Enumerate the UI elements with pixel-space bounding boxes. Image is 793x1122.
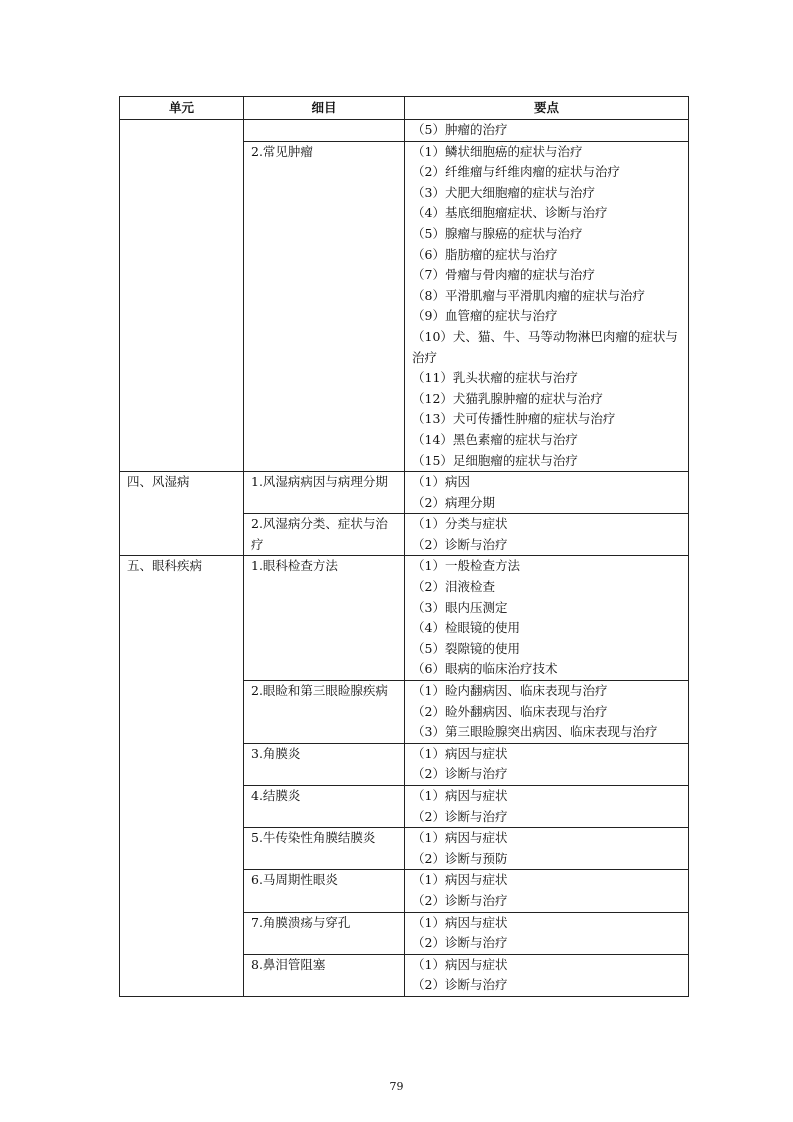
header-detail: 细目 [244,97,405,120]
table-header [120,97,689,120]
detail-cell [244,120,405,142]
point-item: （2）诊断与治疗 [412,766,508,782]
detail-cell: 7.角膜溃疡与穿孔 [244,912,405,954]
detail-cell: 2.眼睑和第三眼睑腺疾病 [244,681,405,744]
point-item: （1）一般检查方法 [412,558,520,574]
point-item: （3）第三眼睑腺突出病因、临床表现与治疗 [412,724,658,740]
point-item: （14）黑色素瘤的症状与治疗 [412,431,578,447]
point-item: （1）鳞状细胞癌的症状与治疗 [412,143,583,159]
points-cell [405,514,689,556]
point-item: （12）犬猫乳腺肿瘤的症状与治疗 [412,390,603,406]
points-cell [405,472,689,514]
point-item: （8）平滑肌瘤与平滑肌肉瘤的症状与治疗 [412,287,645,303]
points-cell [405,120,689,142]
syllabus-table [119,96,689,997]
header-row [120,97,689,120]
detail-cell: 1.眼科检查方法 [244,556,405,681]
unit-cell: 四、风湿病 [120,472,244,556]
point-item: （1）病因与症状 [412,830,508,846]
point-item: （1）病因与症状 [412,872,508,888]
points-cell [405,828,689,870]
header-unit: 单元 [120,97,244,120]
point-item: （1）睑内翻病因、临床表现与治疗 [412,683,608,699]
table-body [120,120,689,997]
point-item: （2）诊断与治疗 [412,808,508,824]
point-item: （1）病因与症状 [412,788,508,803]
point-item: （5）肿瘤的治疗 [412,122,508,137]
table-row [120,472,689,514]
point-item: （2）诊断与治疗 [412,536,508,552]
page-number: 79 [389,1080,404,1093]
point-item: （3）眼内压测定 [412,599,508,615]
point-item: （2）泪液检查 [412,579,495,595]
detail-cell: 4.结膜炎 [244,786,405,828]
point-item: （9）血管瘤的症状与治疗 [412,308,558,324]
point-item: （2）睑外翻病因、临床表现与治疗 [412,703,608,719]
point-item: （6）眼病的临床治疗技术 [412,661,558,677]
point-item: （4）基底细胞瘤症状、诊断与治疗 [412,205,608,221]
detail-cell: 8.鼻泪管阻塞 [244,954,405,996]
point-item: （2）诊断与预防 [412,850,508,866]
point-item: （1）病因与症状 [412,914,508,930]
point-item: （15）足细胞瘤的症状与治疗 [412,452,578,468]
point-item: （7）骨瘤与骨肉瘤的症状与治疗 [412,267,595,283]
points-cell [405,912,689,954]
point-item: （1）病因与症状 [412,956,508,972]
points-cell [405,786,689,828]
unit-cell: 五、眼科疾病 [120,556,244,996]
point-item: （4）检眼镜的使用 [412,620,520,636]
points-cell [405,743,689,785]
table-row [120,120,689,142]
points-cell [405,870,689,912]
points-cell [405,556,689,681]
detail-cell: 1.风湿病病因与病理分期 [244,472,405,514]
detail-cell: 2.风湿病分类、症状与治疗 [244,514,405,556]
point-item: （13）犬可传播性肿瘤的症状与治疗 [412,411,616,427]
point-item: （3）犬肥大细胞瘤的症状与治疗 [412,184,595,200]
points-cell [405,141,689,472]
points-cell [405,681,689,744]
point-item: （1）病因与症状 [412,745,508,761]
point-item: （2）纤维瘤与纤维肉瘤的症状与治疗 [412,164,620,180]
unit-cell [120,120,244,472]
detail-cell: 3.角膜炎 [244,743,405,785]
point-item: （2）病理分期 [412,494,495,510]
point-item: （10）犬、猫、牛、马等动物淋巴肉瘤的症状与治疗 [412,328,678,365]
point-item: （11）乳头状瘤的症状与治疗 [412,370,578,386]
point-item: （2）诊断与治疗 [412,935,508,951]
point-item: （6）脂肪瘤的症状与治疗 [412,246,558,262]
point-item: （2）诊断与治疗 [412,977,508,993]
points-cell [405,954,689,996]
detail-cell: 5.牛传染性角膜结膜炎 [244,828,405,870]
header-points: 要点 [405,97,689,120]
point-item: （2）诊断与治疗 [412,892,508,908]
point-item: （5）腺瘤与腺癌的症状与治疗 [412,225,583,241]
point-item: （1）病因 [412,474,470,490]
table-row [120,556,689,681]
point-item: （1）分类与症状 [412,516,508,532]
point-item: （5）裂隙镜的使用 [412,640,520,656]
detail-cell: 2.常见肿瘤 [244,141,405,472]
detail-cell: 6.马周期性眼炎 [244,870,405,912]
